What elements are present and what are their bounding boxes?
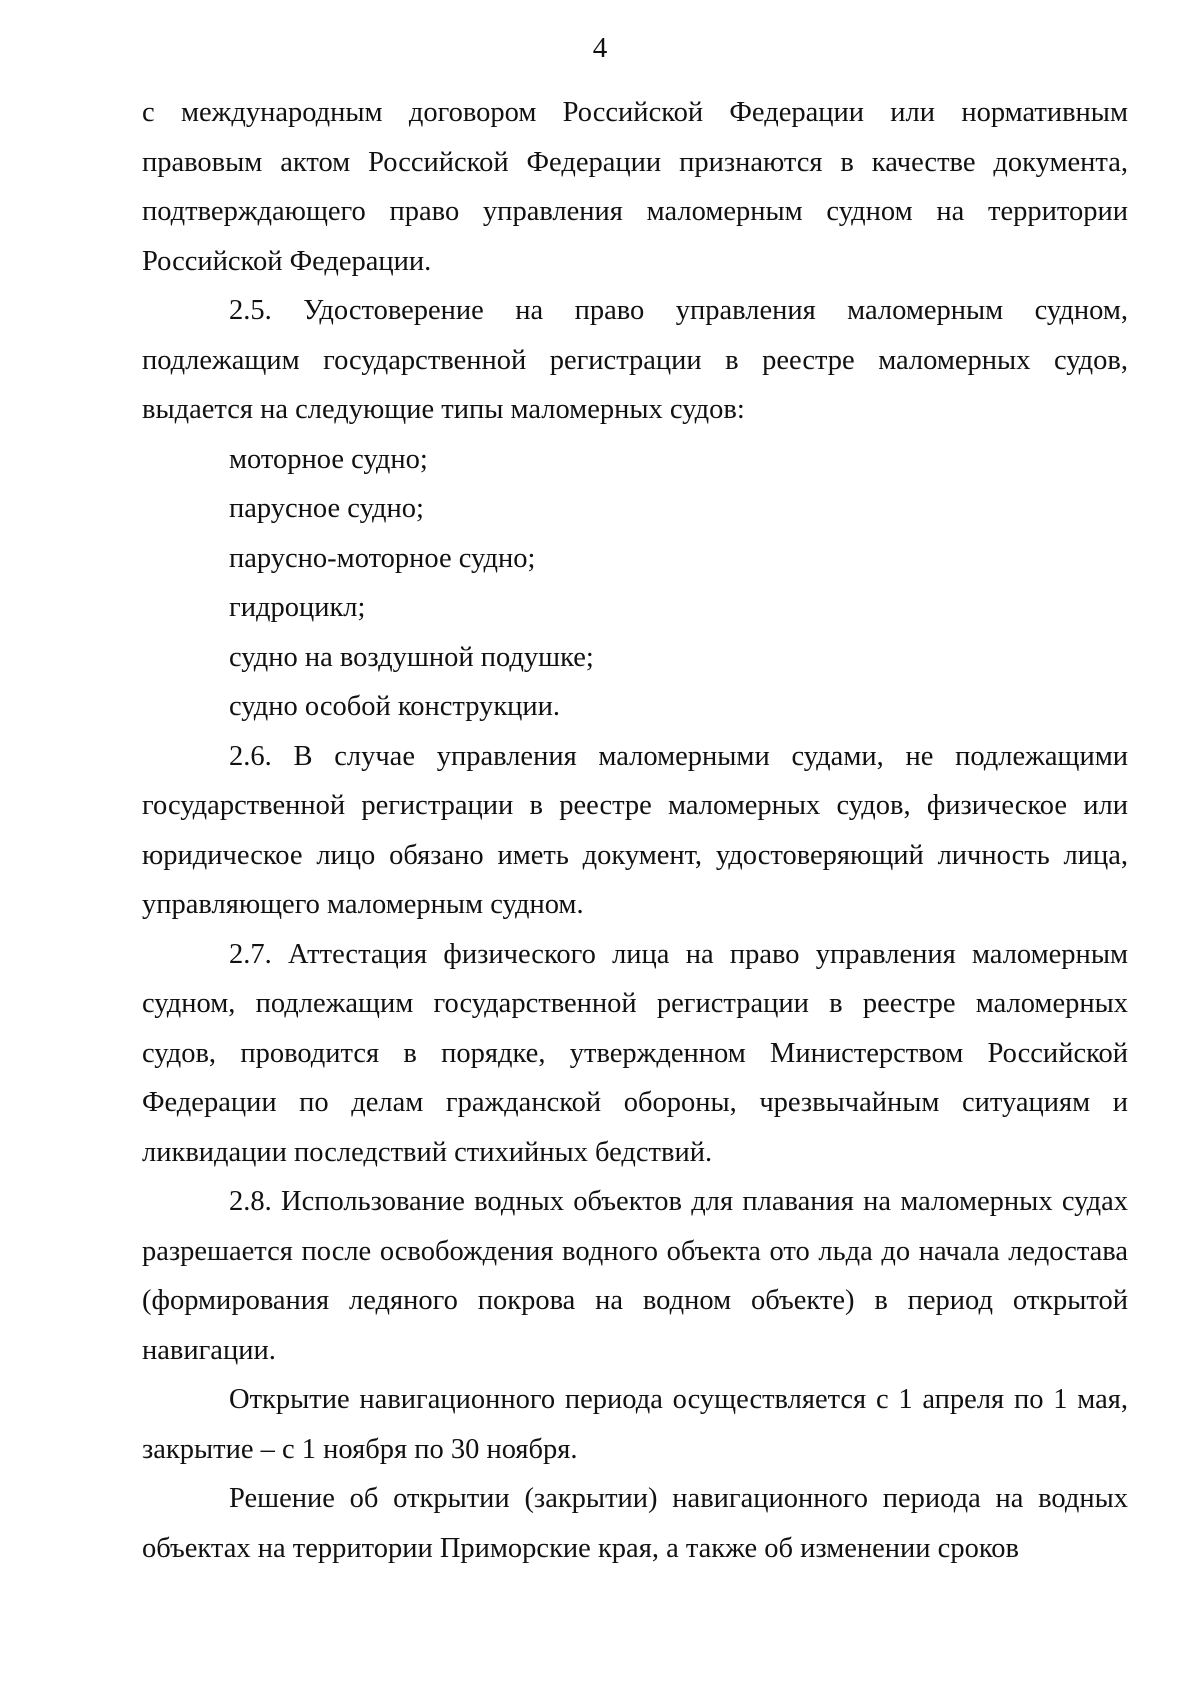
list-item: судно особой конструкции. [229,691,561,722]
paragraph-2-5: 2.5. Удостоверение на право управления маломерным судном, подлежащим государственной регистрации в реестре маломерных судов, выдается на следующие типы маломерных судов: [142,295,1128,425]
list-item: парусно-моторное судно; [229,542,536,574]
page-number: 4 [592,32,608,64]
list-item: судно на воздушной подушке; [229,641,594,673]
paragraph-2-6: 2.6. В случае управления маломерными судами, не подлежащими государственной регистрации в реестре маломерных судов, физическое или юридическое лицо обязано иметь документ, удостоверяющий личность лица, управляющего маломерным судном. [142,740,1128,920]
vessel-types-list [142,435,1128,732]
paragraph-2-7: 2.7. Аттестация физического лица на право управления маломерным судном, подлежащим государственной регистрации в реестре маломерных судов, проводится в порядке, утвержденном Министерством Российской Федерации по делам гражданской обороны, чрезвычайным ситуациям и ликвидации последствий стихийных бедствий. [142,938,1128,1168]
paragraph-navigation-period: Открытие навигационного периода осуществляется с 1 апреля по 1 мая, закрытие – с 1 ноября по 30 ноября. [142,1384,1128,1465]
list-item: моторное судно; [229,443,428,475]
list-item: парусное судно; [229,493,424,524]
paragraph-continuation: с международным договором Российской Федерации или нормативным правовым актом Российской Федерации признаются в качестве документа, подтверждающего право управления маломерным судном на территории Российской Федерации. [142,97,1128,277]
document-body [142,88,1128,1573]
list-item: гидроцикл; [229,592,366,623]
paragraph-2-8: 2.8. Использование водных объектов для плавания на маломерных судах разрешается после освобождения водного объекта ото льда до начала ледостава (формирования ледяного покрова на водном объекте) в период открытой навигации. [142,1186,1128,1366]
paragraph-decision: Решение об открытии (закрытии) навигационного периода на водных объектах на территории Приморские края, а также об изменении сроков [142,1483,1128,1564]
